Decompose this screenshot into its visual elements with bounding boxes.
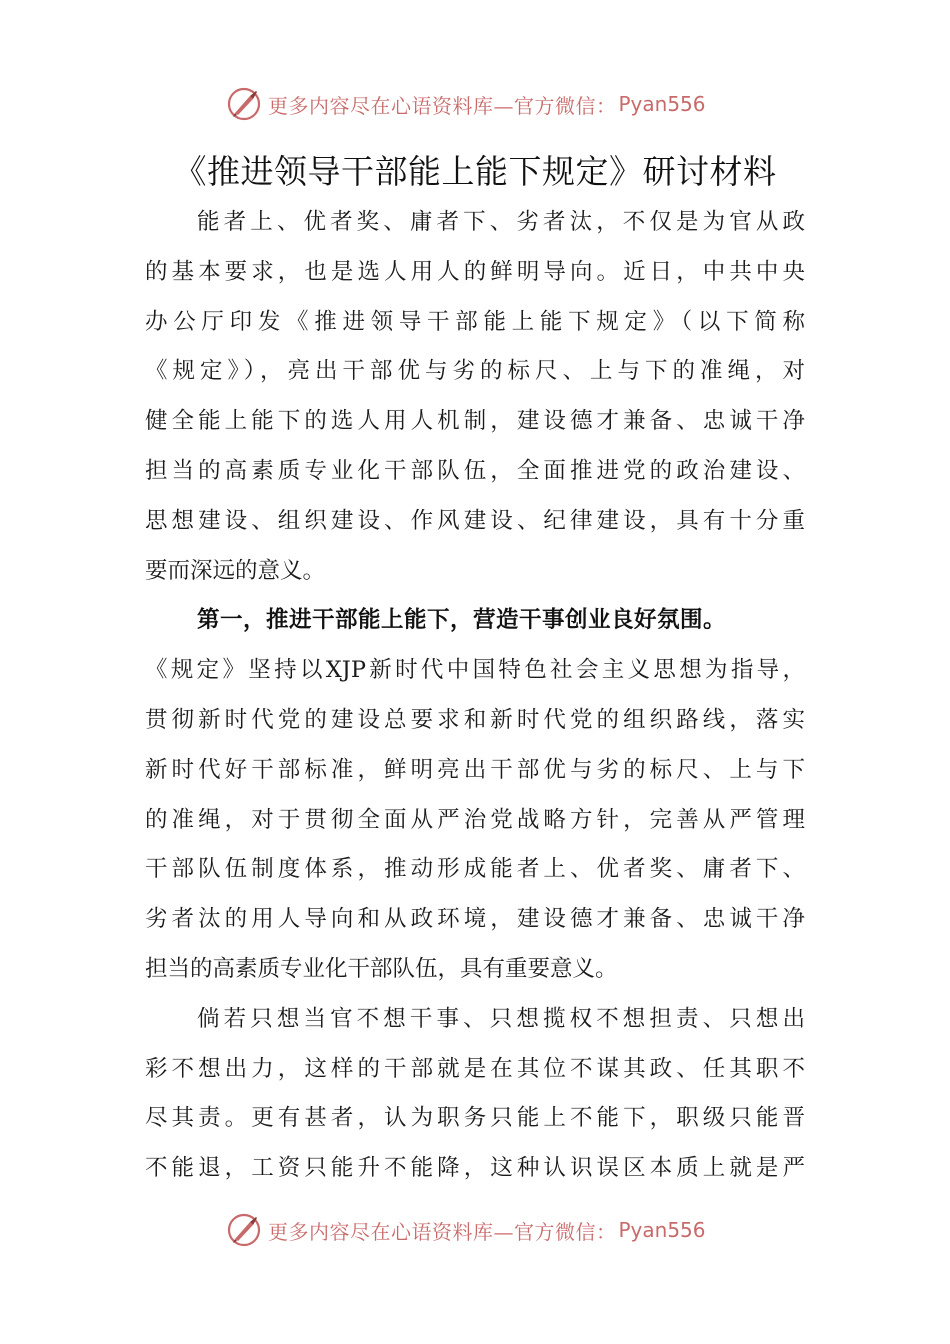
watermark-text: 更多内容尽在心语资料库—官方微信： (268, 93, 617, 118)
text-line: 办公厅印发《推进领导干部能上能下规定》（以下简称 (145, 308, 805, 335)
text-line: 彩不想出力，这样的干部就是在其位不谋其政、任其职不 (145, 1055, 805, 1082)
text-line: 劣者汰的用人导向和从政环境，建设德才兼备、忠诚干净 (145, 906, 805, 933)
pen-quill-logo-icon (226, 86, 262, 122)
text-line: 健全能上能下的选人用人机制，建设德才兼备、忠诚干净 (145, 408, 805, 435)
text-line: 能者上、优者奖、庸者下、劣者汰，不仅是为官从政 (197, 209, 805, 235)
text-line: 要而深远的意义。 (145, 557, 326, 584)
header-watermark (226, 84, 706, 124)
text-line: 《规定》），亮出干部优与劣的标尺、上与下的准绳，对 (145, 358, 805, 385)
document-body (145, 198, 805, 1194)
text-line: 的准绳，对于贯彻全面从严治党战略方针，完善从严管理 (145, 806, 805, 833)
watermark-id: Pyan556 (618, 1218, 706, 1242)
footer-watermark (226, 1210, 706, 1250)
text-line: 新时代好干部标准，鲜明亮出干部优与劣的标尺、上与下 (145, 756, 805, 783)
text-line: 干部队伍制度体系，推动形成能者上、优者奖、庸者下、 (145, 856, 805, 883)
text-line: 贯彻新时代党的建设总要求和新时代党的组织路线，落实 (145, 706, 805, 733)
text-line: 倘若只想当官不想干事、只想揽权不想担责、只想出 (197, 1005, 805, 1032)
section-heading: 第一，推进干部能上能下，营造干事创业良好氛围。 (197, 607, 727, 634)
text-line: 尽其责。更有甚者，认为职务只能上不能下，职级只能晋 (145, 1105, 805, 1132)
text-line: 担当的高素质专业化干部队伍，全面推进党的政治建设、 (145, 457, 805, 484)
text-line: 不能退，工资只能升不能降，这种认识误区本质上就是严 (145, 1155, 805, 1182)
text-line: 担当的高素质专业化干部队伍，具有重要意义。 (145, 955, 618, 982)
watermark-id: Pyan556 (618, 92, 706, 116)
text-line: 《规定》坚持以XJP新时代中国特色社会主义思想为指导， (145, 657, 805, 684)
watermark-text: 更多内容尽在心语资料库—官方微信： (268, 1219, 617, 1244)
document-title: 《推进领导干部能上能下规定》研讨材料 (173, 152, 777, 191)
pen-quill-logo-icon (226, 1212, 262, 1248)
text-line: 的基本要求，也是选人用人的鲜明导向。近日，中共中央 (145, 258, 805, 285)
text-line: 思想建设、组织建设、作风建设、纪律建设，具有十分重 (145, 507, 805, 534)
